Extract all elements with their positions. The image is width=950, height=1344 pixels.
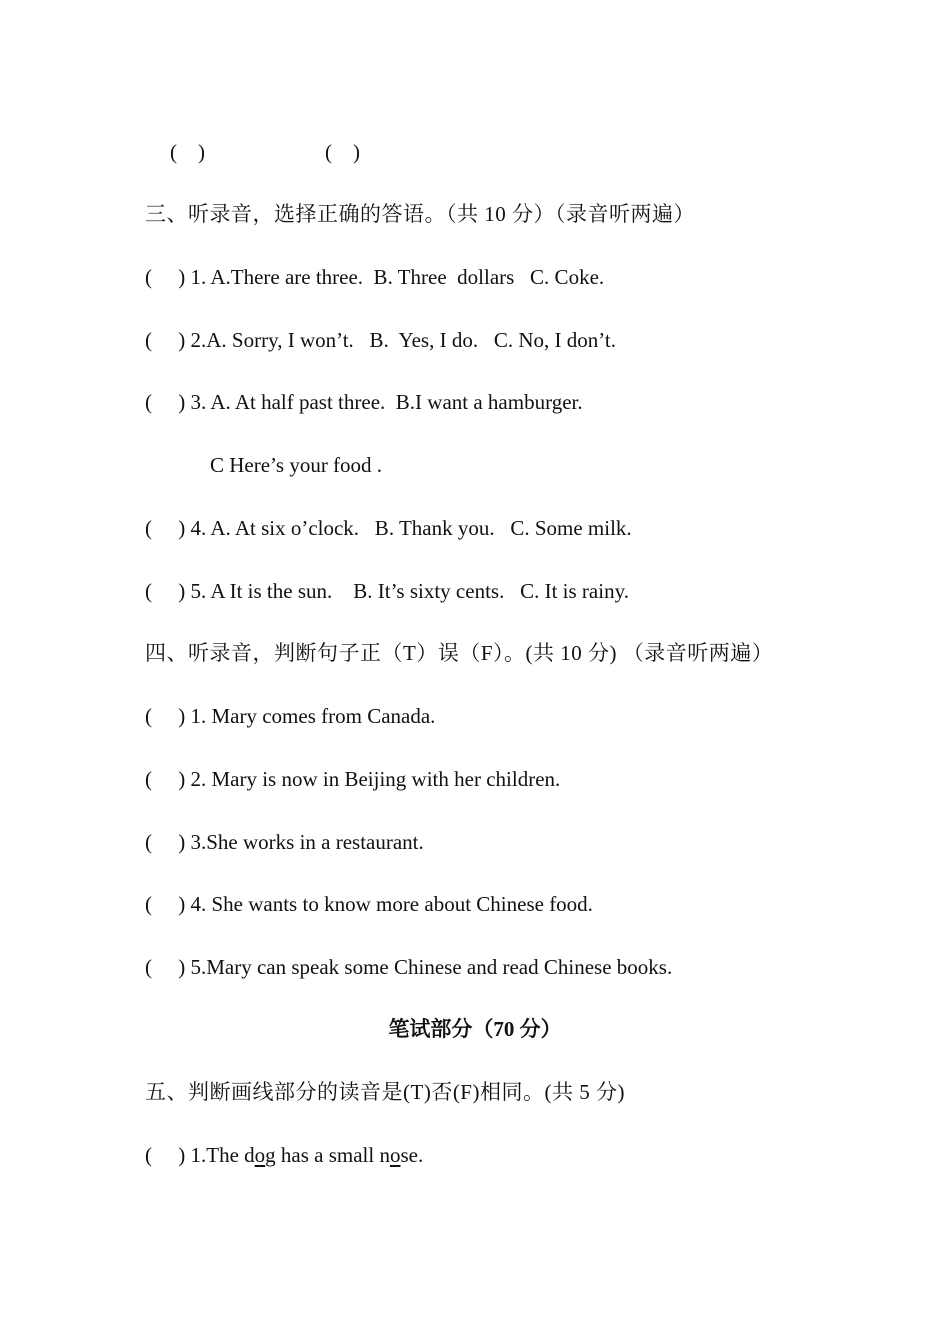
answer-bracket-top-1: ( ) [170,140,205,164]
section4-heading: 四、听录音，判断句子正（T）误（F）。(共 10 分) （录音听两遍） [145,641,774,665]
section4-item-4: ( ) 4. She wants to know more about Chinese food. [145,892,593,916]
written-part-title: 笔试部分（70 分） [388,1017,562,1041]
item-text: g has a small n [265,1143,390,1167]
section3-item-2: ( ) 2.A. Sorry, I won’t. B. Yes, I do. C. No, I don’t. [145,328,616,352]
section3-item-4: ( ) 4. A. At six o’clock. B. Thank you. C. Some milk. [145,516,632,540]
section3-heading: 三、听录音，选择正确的答语。（共 10 分）（录音听两遍） [145,202,695,226]
item-text: ( ) 1.The d [145,1143,255,1167]
item-text: se. [400,1143,424,1167]
section4-item-1: ( ) 1. Mary comes from Canada. [145,704,436,728]
section5-item-1 [145,1142,423,1168]
section4-item-3: ( ) 3.She works in a restaurant. [145,830,424,854]
section3-item-3: ( ) 3. A. At half past three. B.I want a hamburger. [145,390,583,414]
answer-bracket-top-2: ( ) [325,140,360,164]
underlined-letter: o [389,1143,401,1167]
section4-item-5: ( ) 5.Mary can speak some Chinese and read Chinese books. [145,955,673,979]
underlined-letter: o [254,1143,266,1167]
section5-heading: 五、判断画线部分的读音是(T)否(F)相同。(共 5 分) [145,1080,625,1104]
section3-item-5: ( ) 5. A It is the sun. B. It’s sixty cents. C. It is rainy. [145,579,629,603]
section3-item-3-continued: C Here’s your food . [210,453,383,477]
section3-item-1: ( ) 1. A.There are three. B. Three dollars C. Coke. [145,265,605,289]
section4-item-2: ( ) 2. Mary is now in Beijing with her children. [145,767,561,791]
